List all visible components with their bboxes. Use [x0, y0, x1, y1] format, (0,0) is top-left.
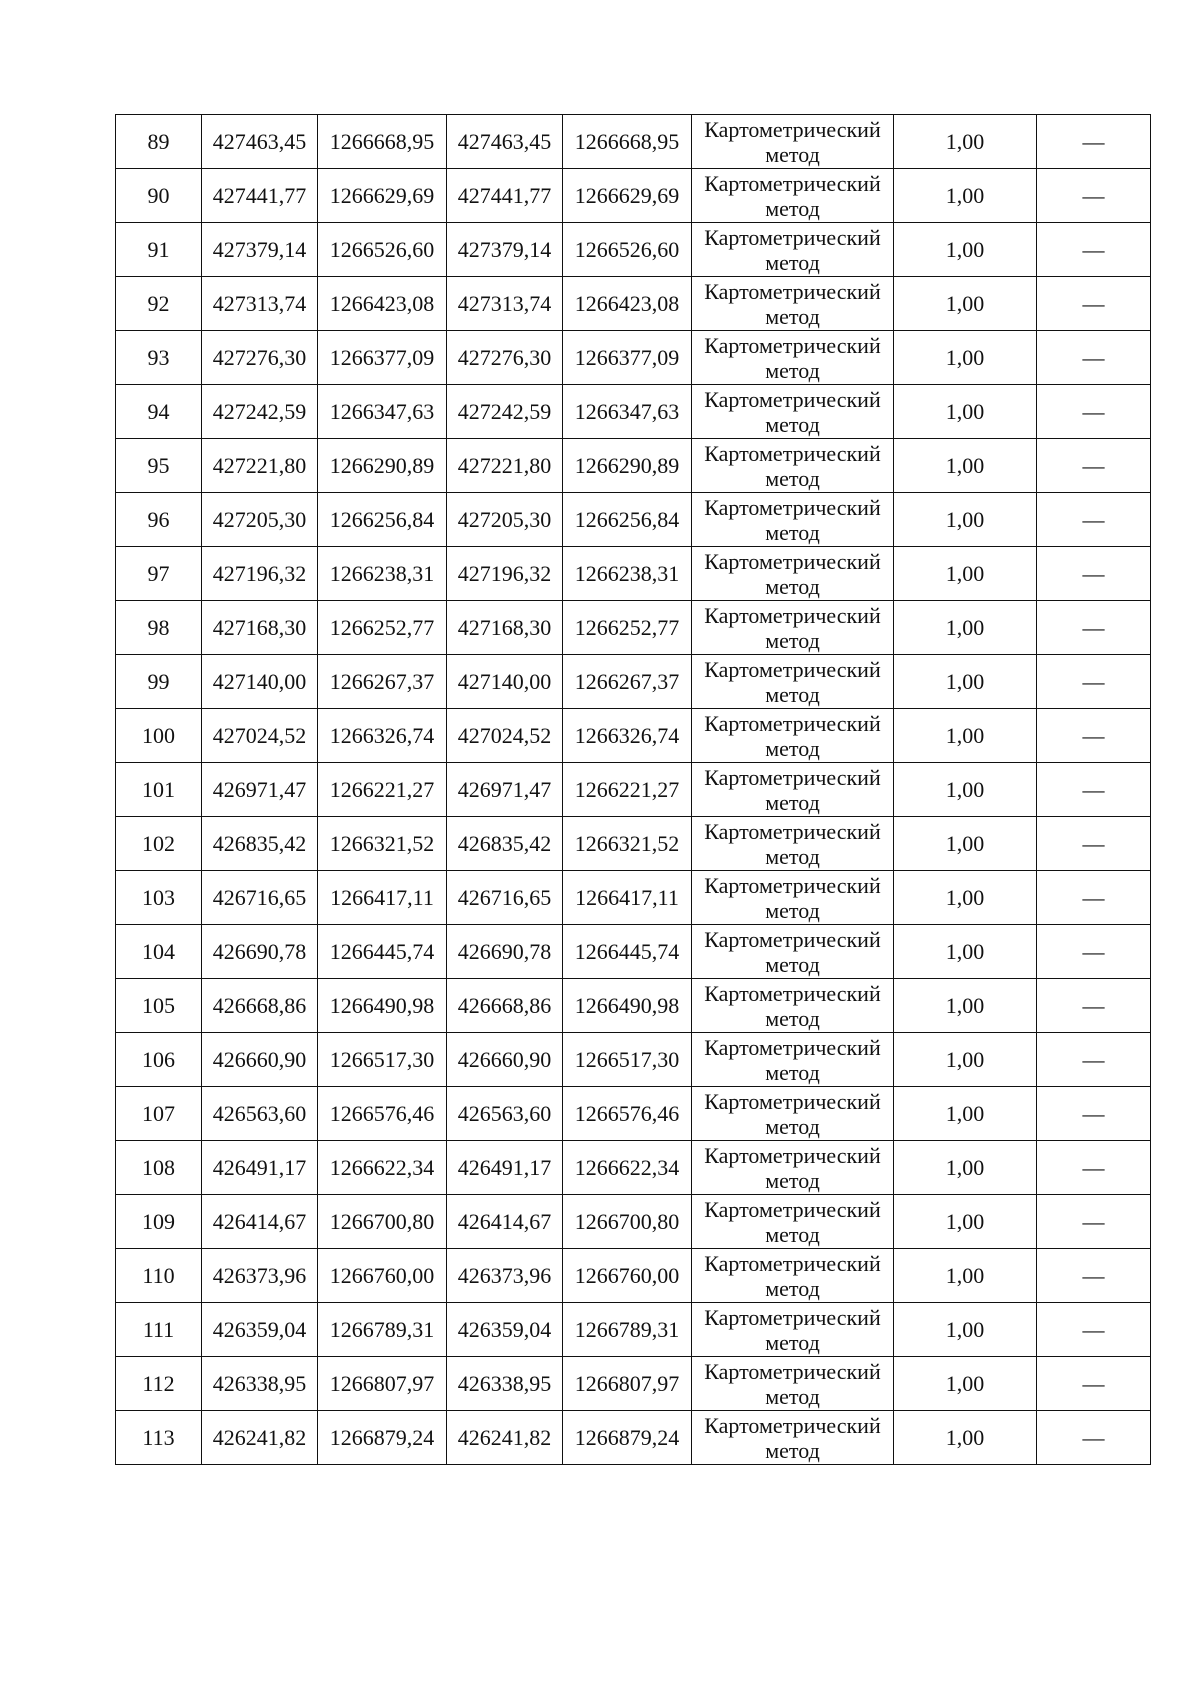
- x-new-cell: 426563,60: [447, 1087, 563, 1141]
- x-new-cell: 426971,47: [447, 763, 563, 817]
- x-existing-cell: 427463,45: [202, 115, 318, 169]
- y-new-cell: 1266879,24: [563, 1411, 692, 1465]
- method-cell: [692, 1411, 894, 1465]
- note-cell: —: [1037, 925, 1151, 979]
- method-cell: [692, 1303, 894, 1357]
- table-row: [116, 925, 1151, 979]
- note-cell: —: [1037, 655, 1151, 709]
- accuracy-cell: 1,00: [894, 763, 1037, 817]
- accuracy-cell: 1,00: [894, 1141, 1037, 1195]
- accuracy-cell: 1,00: [894, 439, 1037, 493]
- y-existing-cell: 1266221,27: [318, 763, 447, 817]
- table-row: [116, 331, 1151, 385]
- x-existing-cell: 426716,65: [202, 871, 318, 925]
- accuracy-cell: 1,00: [894, 979, 1037, 1033]
- method-line-2: метод: [765, 249, 820, 275]
- method-line-1: Картометрический: [704, 332, 881, 358]
- method-line-2: метод: [765, 1005, 820, 1031]
- y-existing-cell: 1266423,08: [318, 277, 447, 331]
- point-number-cell: 96: [116, 493, 202, 547]
- table-row: [116, 817, 1151, 871]
- y-existing-cell: 1266526,60: [318, 223, 447, 277]
- x-existing-cell: 426338,95: [202, 1357, 318, 1411]
- y-new-cell: 1266221,27: [563, 763, 692, 817]
- note-cell: —: [1037, 1087, 1151, 1141]
- table-row: [116, 871, 1151, 925]
- method-cell: [692, 979, 894, 1033]
- point-number-cell: 104: [116, 925, 202, 979]
- x-existing-cell: 426491,17: [202, 1141, 318, 1195]
- x-new-cell: 427140,00: [447, 655, 563, 709]
- note-cell: —: [1037, 1357, 1151, 1411]
- point-number-cell: 93: [116, 331, 202, 385]
- y-existing-cell: 1266238,31: [318, 547, 447, 601]
- method-line-1: Картометрический: [704, 818, 881, 844]
- note-cell: —: [1037, 331, 1151, 385]
- method-line-1: Картометрический: [704, 1304, 881, 1330]
- point-number-cell: 105: [116, 979, 202, 1033]
- y-new-cell: 1266517,30: [563, 1033, 692, 1087]
- method-cell: [692, 277, 894, 331]
- note-cell: —: [1037, 277, 1151, 331]
- accuracy-cell: 1,00: [894, 655, 1037, 709]
- table-row: [116, 763, 1151, 817]
- method-line-2: метод: [765, 141, 820, 167]
- x-existing-cell: 426668,86: [202, 979, 318, 1033]
- method-line-1: Картометрический: [704, 602, 881, 628]
- x-existing-cell: 427024,52: [202, 709, 318, 763]
- method-line-2: метод: [765, 1437, 820, 1463]
- y-new-cell: 1266321,52: [563, 817, 692, 871]
- y-existing-cell: 1266326,74: [318, 709, 447, 763]
- x-new-cell: 427463,45: [447, 115, 563, 169]
- y-existing-cell: 1266879,24: [318, 1411, 447, 1465]
- table-row: [116, 655, 1151, 709]
- accuracy-cell: 1,00: [894, 1087, 1037, 1141]
- method-line-2: метод: [765, 789, 820, 815]
- x-new-cell: 427205,30: [447, 493, 563, 547]
- method-line-1: Картометрический: [704, 1034, 881, 1060]
- y-existing-cell: 1266252,77: [318, 601, 447, 655]
- accuracy-cell: 1,00: [894, 331, 1037, 385]
- note-cell: —: [1037, 385, 1151, 439]
- table-row: [116, 979, 1151, 1033]
- method-line-1: Картометрический: [704, 710, 881, 736]
- x-existing-cell: 427205,30: [202, 493, 318, 547]
- y-new-cell: 1266526,60: [563, 223, 692, 277]
- table-row: [116, 1087, 1151, 1141]
- point-number-cell: 97: [116, 547, 202, 601]
- y-new-cell: 1266252,77: [563, 601, 692, 655]
- note-cell: —: [1037, 1033, 1151, 1087]
- accuracy-cell: 1,00: [894, 1195, 1037, 1249]
- x-new-cell: 427242,59: [447, 385, 563, 439]
- method-line-2: метод: [765, 519, 820, 545]
- method-line-1: Картометрический: [704, 764, 881, 790]
- point-number-cell: 111: [116, 1303, 202, 1357]
- method-cell: [692, 1357, 894, 1411]
- method-line-1: Картометрический: [704, 1196, 881, 1222]
- method-line-1: Картометрический: [704, 1250, 881, 1276]
- method-cell: [692, 493, 894, 547]
- table-row: [116, 1033, 1151, 1087]
- y-existing-cell: 1266576,46: [318, 1087, 447, 1141]
- accuracy-cell: 1,00: [894, 385, 1037, 439]
- method-line-1: Картометрический: [704, 980, 881, 1006]
- x-new-cell: 426668,86: [447, 979, 563, 1033]
- method-line-1: Картометрический: [704, 1358, 881, 1384]
- note-cell: —: [1037, 1195, 1151, 1249]
- accuracy-cell: 1,00: [894, 169, 1037, 223]
- accuracy-cell: 1,00: [894, 223, 1037, 277]
- method-line-2: метод: [765, 357, 820, 383]
- table-row: [116, 547, 1151, 601]
- point-number-cell: 100: [116, 709, 202, 763]
- note-cell: —: [1037, 169, 1151, 223]
- x-new-cell: 426373,96: [447, 1249, 563, 1303]
- note-cell: —: [1037, 1249, 1151, 1303]
- accuracy-cell: 1,00: [894, 115, 1037, 169]
- x-new-cell: 427379,14: [447, 223, 563, 277]
- x-new-cell: 426690,78: [447, 925, 563, 979]
- x-existing-cell: 426660,90: [202, 1033, 318, 1087]
- method-line-1: Картометрический: [704, 1412, 881, 1438]
- point-number-cell: 102: [116, 817, 202, 871]
- method-line-1: Картометрический: [704, 494, 881, 520]
- note-cell: —: [1037, 1141, 1151, 1195]
- table-row: [116, 1411, 1151, 1465]
- table-row: [116, 277, 1151, 331]
- y-existing-cell: 1266256,84: [318, 493, 447, 547]
- point-number-cell: 113: [116, 1411, 202, 1465]
- method-cell: [692, 439, 894, 493]
- table-row: [116, 1141, 1151, 1195]
- point-number-cell: 95: [116, 439, 202, 493]
- y-new-cell: 1266347,63: [563, 385, 692, 439]
- x-new-cell: 427221,80: [447, 439, 563, 493]
- method-cell: [692, 655, 894, 709]
- method-line-2: метод: [765, 951, 820, 977]
- x-existing-cell: 426359,04: [202, 1303, 318, 1357]
- method-cell: [692, 763, 894, 817]
- note-cell: —: [1037, 1303, 1151, 1357]
- x-new-cell: 426414,67: [447, 1195, 563, 1249]
- accuracy-cell: 1,00: [894, 709, 1037, 763]
- method-line-2: метод: [765, 735, 820, 761]
- y-new-cell: 1266622,34: [563, 1141, 692, 1195]
- method-cell: [692, 817, 894, 871]
- method-line-2: метод: [765, 1167, 820, 1193]
- y-existing-cell: 1266445,74: [318, 925, 447, 979]
- y-existing-cell: 1266789,31: [318, 1303, 447, 1357]
- note-cell: —: [1037, 601, 1151, 655]
- y-new-cell: 1266256,84: [563, 493, 692, 547]
- accuracy-cell: 1,00: [894, 1303, 1037, 1357]
- x-new-cell: 427196,32: [447, 547, 563, 601]
- table-row: [116, 115, 1151, 169]
- method-line-2: метод: [765, 1059, 820, 1085]
- method-cell: [692, 385, 894, 439]
- y-new-cell: 1266490,98: [563, 979, 692, 1033]
- point-number-cell: 94: [116, 385, 202, 439]
- x-new-cell: 427313,74: [447, 277, 563, 331]
- table-body: [116, 115, 1151, 1465]
- point-number-cell: 99: [116, 655, 202, 709]
- x-existing-cell: 426971,47: [202, 763, 318, 817]
- y-new-cell: 1266629,69: [563, 169, 692, 223]
- y-existing-cell: 1266517,30: [318, 1033, 447, 1087]
- x-existing-cell: 427276,30: [202, 331, 318, 385]
- x-new-cell: 426716,65: [447, 871, 563, 925]
- note-cell: —: [1037, 763, 1151, 817]
- note-cell: —: [1037, 709, 1151, 763]
- accuracy-cell: 1,00: [894, 277, 1037, 331]
- y-existing-cell: 1266668,95: [318, 115, 447, 169]
- y-new-cell: 1266807,97: [563, 1357, 692, 1411]
- y-new-cell: 1266423,08: [563, 277, 692, 331]
- table-row: [116, 709, 1151, 763]
- note-cell: —: [1037, 493, 1151, 547]
- x-new-cell: 426491,17: [447, 1141, 563, 1195]
- method-line-2: метод: [765, 1383, 820, 1409]
- table-row: [116, 1195, 1151, 1249]
- method-cell: [692, 1195, 894, 1249]
- table-row: [116, 223, 1151, 277]
- accuracy-cell: 1,00: [894, 1411, 1037, 1465]
- method-cell: [692, 925, 894, 979]
- x-new-cell: 427441,77: [447, 169, 563, 223]
- method-line-2: метод: [765, 897, 820, 923]
- x-new-cell: 426241,82: [447, 1411, 563, 1465]
- method-line-1: Картометрический: [704, 116, 881, 142]
- y-new-cell: 1266417,11: [563, 871, 692, 925]
- table-row: [116, 439, 1151, 493]
- table-row: [116, 385, 1151, 439]
- table-row: [116, 1357, 1151, 1411]
- y-existing-cell: 1266807,97: [318, 1357, 447, 1411]
- x-new-cell: 426660,90: [447, 1033, 563, 1087]
- y-existing-cell: 1266321,52: [318, 817, 447, 871]
- x-existing-cell: 427196,32: [202, 547, 318, 601]
- x-existing-cell: 426563,60: [202, 1087, 318, 1141]
- method-line-2: метод: [765, 195, 820, 221]
- y-new-cell: 1266760,00: [563, 1249, 692, 1303]
- x-existing-cell: 427221,80: [202, 439, 318, 493]
- point-number-cell: 92: [116, 277, 202, 331]
- point-number-cell: 90: [116, 169, 202, 223]
- method-line-2: метод: [765, 1329, 820, 1355]
- method-line-1: Картометрический: [704, 548, 881, 574]
- table-row: [116, 493, 1151, 547]
- method-line-2: метод: [765, 627, 820, 653]
- y-new-cell: 1266290,89: [563, 439, 692, 493]
- accuracy-cell: 1,00: [894, 871, 1037, 925]
- method-cell: [692, 547, 894, 601]
- note-cell: —: [1037, 439, 1151, 493]
- method-cell: [692, 601, 894, 655]
- y-existing-cell: 1266760,00: [318, 1249, 447, 1303]
- accuracy-cell: 1,00: [894, 493, 1037, 547]
- point-number-cell: 108: [116, 1141, 202, 1195]
- y-existing-cell: 1266290,89: [318, 439, 447, 493]
- point-number-cell: 110: [116, 1249, 202, 1303]
- note-cell: —: [1037, 817, 1151, 871]
- method-line-1: Картометрический: [704, 224, 881, 250]
- accuracy-cell: 1,00: [894, 1357, 1037, 1411]
- y-new-cell: 1266700,80: [563, 1195, 692, 1249]
- y-new-cell: 1266445,74: [563, 925, 692, 979]
- method-line-1: Картометрический: [704, 170, 881, 196]
- x-existing-cell: 426241,82: [202, 1411, 318, 1465]
- method-line-1: Картометрический: [704, 656, 881, 682]
- point-number-cell: 98: [116, 601, 202, 655]
- note-cell: —: [1037, 871, 1151, 925]
- method-cell: [692, 1033, 894, 1087]
- accuracy-cell: 1,00: [894, 547, 1037, 601]
- method-cell: [692, 331, 894, 385]
- x-existing-cell: 427379,14: [202, 223, 318, 277]
- y-existing-cell: 1266700,80: [318, 1195, 447, 1249]
- method-line-2: метод: [765, 465, 820, 491]
- accuracy-cell: 1,00: [894, 1249, 1037, 1303]
- y-existing-cell: 1266490,98: [318, 979, 447, 1033]
- x-existing-cell: 427242,59: [202, 385, 318, 439]
- method-cell: [692, 1249, 894, 1303]
- method-line-1: Картометрический: [704, 386, 881, 412]
- point-number-cell: 106: [116, 1033, 202, 1087]
- method-line-2: метод: [765, 573, 820, 599]
- method-cell: [692, 871, 894, 925]
- table-row: [116, 169, 1151, 223]
- method-line-2: метод: [765, 1275, 820, 1301]
- y-existing-cell: 1266629,69: [318, 169, 447, 223]
- point-number-cell: 91: [116, 223, 202, 277]
- x-existing-cell: 426373,96: [202, 1249, 318, 1303]
- method-cell: [692, 1141, 894, 1195]
- x-existing-cell: 426690,78: [202, 925, 318, 979]
- method-cell: [692, 1087, 894, 1141]
- x-existing-cell: 427313,74: [202, 277, 318, 331]
- y-new-cell: 1266377,09: [563, 331, 692, 385]
- table-row: [116, 1303, 1151, 1357]
- y-existing-cell: 1266622,34: [318, 1141, 447, 1195]
- x-new-cell: 427276,30: [447, 331, 563, 385]
- accuracy-cell: 1,00: [894, 925, 1037, 979]
- y-existing-cell: 1266417,11: [318, 871, 447, 925]
- x-existing-cell: 427168,30: [202, 601, 318, 655]
- method-line-1: Картометрический: [704, 1088, 881, 1114]
- x-new-cell: 426359,04: [447, 1303, 563, 1357]
- method-line-2: метод: [765, 1113, 820, 1139]
- point-number-cell: 109: [116, 1195, 202, 1249]
- note-cell: —: [1037, 115, 1151, 169]
- accuracy-cell: 1,00: [894, 601, 1037, 655]
- x-existing-cell: 426835,42: [202, 817, 318, 871]
- x-new-cell: 426338,95: [447, 1357, 563, 1411]
- y-existing-cell: 1266377,09: [318, 331, 447, 385]
- method-line-2: метод: [765, 843, 820, 869]
- point-number-cell: 107: [116, 1087, 202, 1141]
- point-number-cell: 89: [116, 115, 202, 169]
- note-cell: —: [1037, 223, 1151, 277]
- x-existing-cell: 427441,77: [202, 169, 318, 223]
- method-cell: [692, 115, 894, 169]
- method-line-2: метод: [765, 303, 820, 329]
- method-line-1: Картометрический: [704, 926, 881, 952]
- method-cell: [692, 169, 894, 223]
- method-line-1: Картометрический: [704, 278, 881, 304]
- method-cell: [692, 223, 894, 277]
- method-line-1: Картометрический: [704, 872, 881, 898]
- method-line-2: метод: [765, 1221, 820, 1247]
- accuracy-cell: 1,00: [894, 817, 1037, 871]
- point-number-cell: 101: [116, 763, 202, 817]
- x-existing-cell: 426414,67: [202, 1195, 318, 1249]
- table-row: [116, 1249, 1151, 1303]
- accuracy-cell: 1,00: [894, 1033, 1037, 1087]
- method-line-2: метод: [765, 411, 820, 437]
- method-line-1: Картометрический: [704, 1142, 881, 1168]
- point-number-cell: 103: [116, 871, 202, 925]
- coordinates-table: [115, 114, 1151, 1465]
- y-existing-cell: 1266347,63: [318, 385, 447, 439]
- point-number-cell: 112: [116, 1357, 202, 1411]
- y-new-cell: 1266668,95: [563, 115, 692, 169]
- x-new-cell: 426835,42: [447, 817, 563, 871]
- x-existing-cell: 427140,00: [202, 655, 318, 709]
- table-row: [116, 601, 1151, 655]
- y-existing-cell: 1266267,37: [318, 655, 447, 709]
- y-new-cell: 1266238,31: [563, 547, 692, 601]
- method-cell: [692, 709, 894, 763]
- note-cell: —: [1037, 1411, 1151, 1465]
- x-new-cell: 427024,52: [447, 709, 563, 763]
- method-line-1: Картометрический: [704, 440, 881, 466]
- x-new-cell: 427168,30: [447, 601, 563, 655]
- note-cell: —: [1037, 979, 1151, 1033]
- y-new-cell: 1266267,37: [563, 655, 692, 709]
- y-new-cell: 1266326,74: [563, 709, 692, 763]
- y-new-cell: 1266789,31: [563, 1303, 692, 1357]
- y-new-cell: 1266576,46: [563, 1087, 692, 1141]
- note-cell: —: [1037, 547, 1151, 601]
- method-line-2: метод: [765, 681, 820, 707]
